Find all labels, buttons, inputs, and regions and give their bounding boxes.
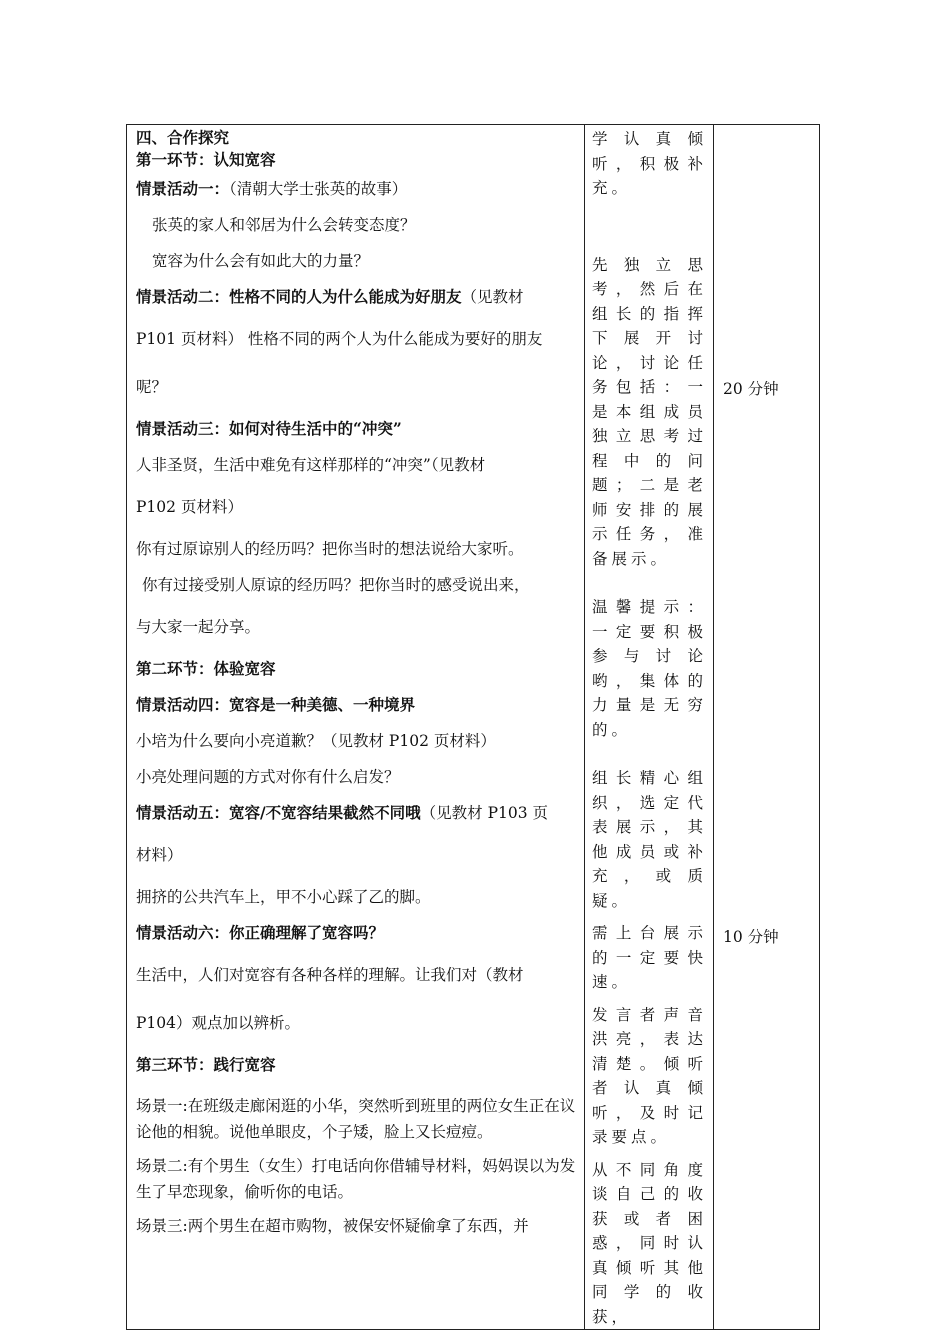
- activity5-heading: [136, 795, 576, 831]
- activity2-heading: [136, 279, 576, 315]
- activity5-question1: 拥挤的公共汽车上，甲不小心踩了乙的脚。: [136, 888, 431, 906]
- activity4-question1: 小培为什么要向小亮道歉？（见教材 P102 页材料）: [136, 732, 496, 750]
- student-note-4: 组长精心组织，选定代表展示，其他成员或补充，或质疑。: [592, 769, 707, 910]
- student-note-6: 发言者声音洪亮，表达清楚。倾听者认真倾听，及时记录要点。: [592, 1005, 707, 1146]
- activity6-line2: P104）观点加以辨析。: [136, 1014, 301, 1032]
- activity6-title: 情景活动六：你正确理解了宽容吗？: [136, 923, 385, 942]
- activity2-line3: 呢？: [136, 378, 168, 396]
- activity4-title: 情景活动四：宽容是一种美德、一种境界: [136, 695, 416, 714]
- activity2-line2: P101 页材料） 性格不同的两个人为什么能成为要好的朋友: [136, 330, 543, 348]
- activity1-subtitle: （清朝大学士张英的故事）: [229, 180, 408, 198]
- activity4-question2: 小亮处理问题的方式对你有什么启发？: [136, 768, 400, 786]
- student-note-3: 温馨提示：一定要积极参与讨论哟，集体的力量是无穷的。: [592, 598, 707, 739]
- activity1-question1: 张英的家人和邻居为什么会转变态度？: [152, 216, 416, 234]
- activity3-title: 情景活动三：如何对待生活中的“冲突”: [136, 419, 402, 438]
- activity5-ref: （见教材 P103 页: [420, 804, 549, 822]
- activity3-line2: P102 页材料）: [136, 498, 243, 516]
- activity3-question2-cont: 与大家一起分享。: [136, 618, 261, 636]
- stage3-title: 第三环节：践行宽容: [136, 1055, 276, 1074]
- time-allocation-1: 20 分钟: [723, 380, 779, 398]
- activity1-heading: [136, 171, 576, 207]
- stage2-title: 第二环节：体验宽容: [136, 659, 276, 678]
- activity1-title: 情景活动一：: [136, 179, 230, 198]
- lesson-plan-table: [126, 124, 820, 1330]
- scene3: 场景三:两个男生在超市购物，被保安怀疑偷拿了东西，并: [136, 1217, 529, 1235]
- time-allocation-2: 10 分钟: [723, 928, 779, 946]
- scene2: 场景二:有个男生（女生）打电话向你借辅导材料，妈妈误以为发生了早恋现象，偷听你的电话。: [136, 1157, 576, 1201]
- activity6-line1: 生活中，人们对宽容有各种各样的理解。让我们对（教材: [136, 966, 524, 984]
- student-note-7: 从不同角度谈自己的收获或者困惑，同时认真倾听其他同学的收获，: [592, 1160, 707, 1326]
- student-note-1: 学认真倾听，积极补充。: [592, 130, 707, 197]
- activity5-title: 情景活动五：宽容/不宽容结果截然不同哦: [136, 803, 421, 822]
- section-title: 四、合作探究: [136, 128, 230, 147]
- spacer: [136, 1083, 576, 1093]
- stage1-title: 第一环节：认知宽容: [136, 150, 276, 169]
- activity3-question1: 你有过原谅别人的经历吗？把你当时的想法说给大家听。: [136, 540, 524, 558]
- activity3-line1: 人非圣贤，生活中难免有这样那样的“冲突”（见教材: [136, 456, 486, 474]
- table-row: [127, 125, 820, 1330]
- student-activity-column: [585, 125, 714, 1330]
- activity3-question2: 你有过接受别人原谅的经历吗？把你当时的感受说出来，: [142, 576, 530, 594]
- activity1-question2: 宽容为什么会有如此大的力量？: [152, 252, 370, 270]
- activity5-line2: 材料）: [136, 846, 183, 864]
- scene1: 场景一:在班级走廊闲逛的小华，突然听到班里的两位女生正在议论他的相貌。说他单眼皮，个子矮，脸上又长痘痘。: [136, 1097, 576, 1141]
- activity-column: [127, 125, 585, 1330]
- activity2-title: 情景活动二：性格不同的人为什么能成为好朋友: [136, 287, 462, 306]
- student-note-5: 需上台展示的一定要快速。: [592, 924, 707, 991]
- time-column: [714, 125, 820, 1330]
- student-note-2: 先独立思考，然后在组长的指挥下展开讨论，讨论任务包括：一是本组成员独立思考过程中的问题；二是老师安排的展示任务，准备展示。: [592, 255, 707, 568]
- activity2-ref: （见教材: [461, 288, 524, 306]
